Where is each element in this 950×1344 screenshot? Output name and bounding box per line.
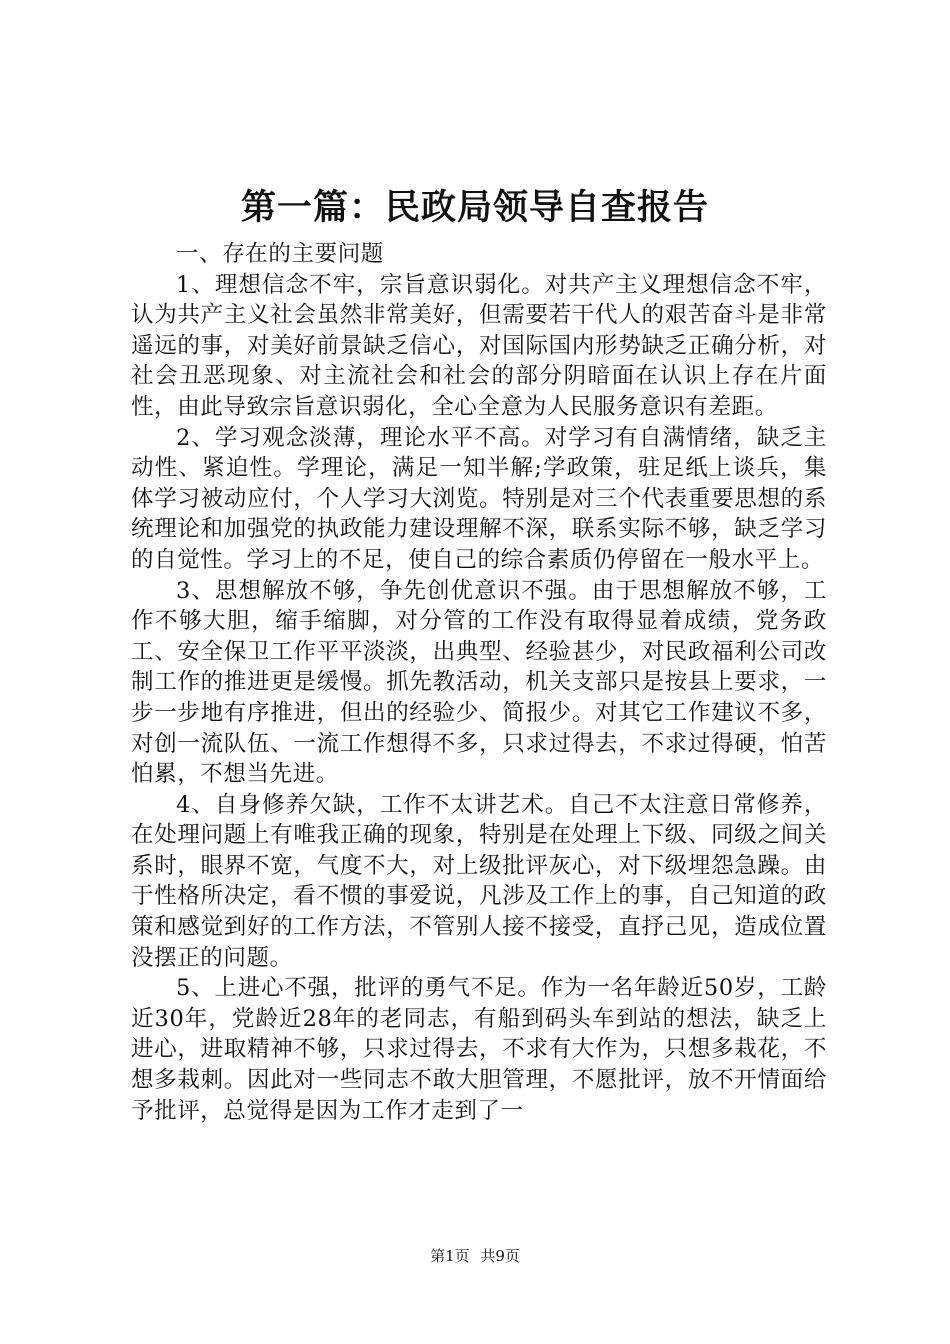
- paragraph-4: 4、自身修养欠缺，工作不太讲艺术。自己不太注意日常修养，在处理问题上有唯我正确的现象，特别是在处理上下级、同级之间关系时，眼界不宽，气度不大，对上级批评灰心，对下级埋怨急躁。由于性格所决定，看不惯的事爱说，凡涉及工作上的事，自己知道的政策和感觉到好的工作方法，不管别人接不接受，直抒己见，造成位置没摆正的问题。: [131, 791, 827, 971]
- page-total: 共9页: [480, 1247, 520, 1265]
- paragraph-5: 5、上进心不强，批评的勇气不足。作为一名年龄近50岁，工龄近30年，党龄近28年的老同志，有船到码头车到站的想法，缺乏上进心，进取精神不够，只求过得去，不求有大作为，只想多栽花，不想多栽刺。因此对一些同志不敢大胆管理，不愿批评，放不开情面给予批评，总觉得是因为工作才走到了一: [131, 975, 827, 1124]
- paragraph-3: 3、思想解放不够，争先创优意识不强。由于思想解放不够，工作不够大胆，缩手缩脚，对分管的工作没有取得显着成绩，党务政工、安全保卫工作平平淡淡，出典型、经验甚少，对民政福利公司改制工作的推进更是缓慢。抓先教活动，机关支部只是按县上要求，一步一步地有序推进，但出的经验少、简报少。对其它工作建议不多，对创一流队伍、一流工作想得不多，只求过得去，不求过得硬，怕苦怕累，不想当先进。: [131, 577, 827, 788]
- page-footer: [0, 1247, 950, 1265]
- document-title: 第一篇：民政局领导自查报告: [240, 187, 709, 228]
- paragraph-1: 1、理想信念不牢，宗旨意识弱化。对共产主义理想信念不牢，认为共产主义社会虽然非常美好，但需要若干代人的艰苦奋斗是非常遥远的事，对美好前景缺乏信心，对国际国内形势缺乏正确分析，对社会丑恶现象、对主流社会和社会的部分阴暗面在认识上存在片面性，由此导致宗旨意识弱化，全心全意为人民服务意识有差距。: [131, 271, 827, 420]
- section-heading: 一、存在的主要问题: [176, 241, 384, 267]
- page-number: 第1页: [430, 1247, 470, 1265]
- document-body: [131, 239, 827, 1126]
- paragraph-2: 2、学习观念淡薄，理论水平不高。对学习有自满情绪，缺乏主动性、紧迫性。学理论，满足一知半解;学政策，驻足纸上谈兵，集体学习被动应付，个人学习大浏览。特别是对三个代表重要思想的系统理论和加强党的执政能力建设理解不深，联系实际不够，缺乏学习的自觉性。学习上的不足，使自己的综合素质仍停留在一般水平上。: [131, 424, 827, 573]
